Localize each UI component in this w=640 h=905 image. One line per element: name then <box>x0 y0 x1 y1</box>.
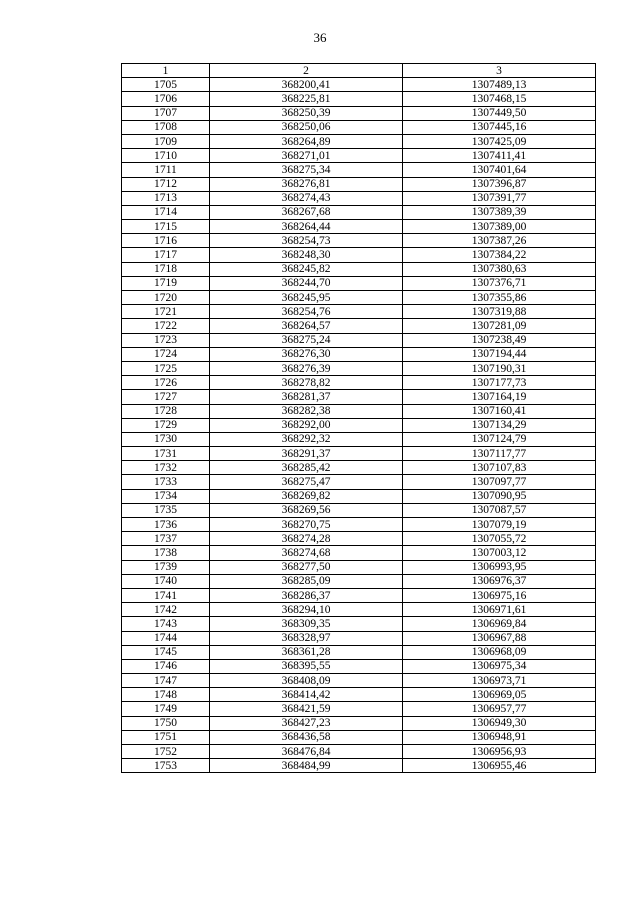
x-coordinate-cell: 368271,01 <box>210 149 403 163</box>
x-coordinate-cell: 368269,56 <box>210 503 403 517</box>
y-coordinate-cell: 1307355,86 <box>403 291 596 305</box>
y-coordinate-cell: 1307194,44 <box>403 347 596 361</box>
x-coordinate-cell: 368436,58 <box>210 730 403 744</box>
table-row <box>122 149 596 163</box>
table-row <box>122 404 596 418</box>
y-coordinate-cell: 1307164,19 <box>403 390 596 404</box>
y-coordinate-cell: 1306969,05 <box>403 688 596 702</box>
x-coordinate-cell: 368248,30 <box>210 248 403 262</box>
x-coordinate-cell: 368264,57 <box>210 319 403 333</box>
y-coordinate-cell: 1307281,09 <box>403 319 596 333</box>
point-number-cell: 1725 <box>122 361 210 375</box>
point-number-cell: 1712 <box>122 177 210 191</box>
point-number-cell: 1735 <box>122 503 210 517</box>
coordinates-table <box>121 63 596 773</box>
x-coordinate-cell: 368276,30 <box>210 347 403 361</box>
point-number-cell: 1709 <box>122 134 210 148</box>
table-row <box>122 134 596 148</box>
y-coordinate-cell: 1306957,77 <box>403 702 596 716</box>
y-coordinate-cell: 1306949,30 <box>403 716 596 730</box>
x-coordinate-cell: 368200,41 <box>210 78 403 92</box>
y-coordinate-cell: 1306971,61 <box>403 603 596 617</box>
point-number-cell: 1707 <box>122 106 210 120</box>
x-coordinate-cell: 368408,09 <box>210 674 403 688</box>
x-coordinate-cell: 368254,76 <box>210 305 403 319</box>
y-coordinate-cell: 1307376,71 <box>403 276 596 290</box>
y-coordinate-cell: 1307097,77 <box>403 475 596 489</box>
point-number-cell: 1713 <box>122 191 210 205</box>
table-row <box>122 603 596 617</box>
x-coordinate-cell: 368274,28 <box>210 532 403 546</box>
table-row <box>122 716 596 730</box>
x-coordinate-cell: 368285,09 <box>210 574 403 588</box>
x-coordinate-cell: 368269,82 <box>210 489 403 503</box>
table-row <box>122 432 596 446</box>
table-header-row <box>122 64 596 78</box>
x-coordinate-cell: 368291,37 <box>210 447 403 461</box>
table-row <box>122 447 596 461</box>
x-coordinate-cell: 368270,75 <box>210 518 403 532</box>
x-coordinate-cell: 368277,50 <box>210 560 403 574</box>
table-row <box>122 475 596 489</box>
y-coordinate-cell: 1307319,88 <box>403 305 596 319</box>
table-row <box>122 461 596 475</box>
y-coordinate-cell: 1307160,41 <box>403 404 596 418</box>
point-number-cell: 1717 <box>122 248 210 262</box>
point-number-cell: 1711 <box>122 163 210 177</box>
x-coordinate-cell: 368254,73 <box>210 234 403 248</box>
table-row <box>122 376 596 390</box>
point-number-cell: 1741 <box>122 588 210 602</box>
x-coordinate-cell: 368244,70 <box>210 276 403 290</box>
point-number-cell: 1724 <box>122 347 210 361</box>
table-row <box>122 120 596 134</box>
page-number: 36 <box>313 30 327 45</box>
point-number-cell: 1718 <box>122 262 210 276</box>
table-row <box>122 503 596 517</box>
table-row <box>122 220 596 234</box>
x-coordinate-cell: 368286,37 <box>210 588 403 602</box>
y-coordinate-cell: 1306948,91 <box>403 730 596 744</box>
point-number-cell: 1740 <box>122 574 210 588</box>
table-row <box>122 248 596 262</box>
x-coordinate-cell: 368276,81 <box>210 177 403 191</box>
x-coordinate-cell: 368292,00 <box>210 418 403 432</box>
y-coordinate-cell: 1307079,19 <box>403 518 596 532</box>
y-coordinate-cell: 1307389,39 <box>403 205 596 219</box>
point-number-cell: 1751 <box>122 730 210 744</box>
point-number-cell: 1745 <box>122 645 210 659</box>
y-coordinate-cell: 1307425,09 <box>403 134 596 148</box>
point-number-cell: 1736 <box>122 518 210 532</box>
y-coordinate-cell: 1306956,93 <box>403 745 596 759</box>
y-coordinate-cell: 1307190,31 <box>403 361 596 375</box>
point-number-cell: 1720 <box>122 291 210 305</box>
x-coordinate-cell: 368274,43 <box>210 191 403 205</box>
column-header-point-number: 1 <box>122 64 210 78</box>
point-number-cell: 1734 <box>122 489 210 503</box>
x-coordinate-cell: 368476,84 <box>210 745 403 759</box>
point-number-cell: 1710 <box>122 149 210 163</box>
y-coordinate-cell: 1307087,57 <box>403 503 596 517</box>
x-coordinate-cell: 368245,82 <box>210 262 403 276</box>
x-coordinate-cell: 368292,32 <box>210 432 403 446</box>
table-row <box>122 319 596 333</box>
x-coordinate-cell: 368395,55 <box>210 659 403 673</box>
point-number-cell: 1746 <box>122 659 210 673</box>
point-number-cell: 1744 <box>122 631 210 645</box>
table-row <box>122 205 596 219</box>
point-number-cell: 1733 <box>122 475 210 489</box>
table-row <box>122 730 596 744</box>
point-number-cell: 1714 <box>122 205 210 219</box>
y-coordinate-cell: 1307489,13 <box>403 78 596 92</box>
y-coordinate-cell: 1306993,95 <box>403 560 596 574</box>
x-coordinate-cell: 368225,81 <box>210 92 403 106</box>
point-number-cell: 1731 <box>122 447 210 461</box>
y-coordinate-cell: 1306955,46 <box>403 759 596 773</box>
table-body <box>122 78 596 773</box>
y-coordinate-cell: 1307449,50 <box>403 106 596 120</box>
point-number-cell: 1729 <box>122 418 210 432</box>
x-coordinate-cell: 368421,59 <box>210 702 403 716</box>
y-coordinate-cell: 1307238,49 <box>403 333 596 347</box>
point-number-cell: 1742 <box>122 603 210 617</box>
y-coordinate-cell: 1307384,22 <box>403 248 596 262</box>
table-row <box>122 759 596 773</box>
point-number-cell: 1726 <box>122 376 210 390</box>
y-coordinate-cell: 1307411,41 <box>403 149 596 163</box>
y-coordinate-cell: 1307124,79 <box>403 432 596 446</box>
y-coordinate-cell: 1307117,77 <box>403 447 596 461</box>
y-coordinate-cell: 1307396,87 <box>403 177 596 191</box>
y-coordinate-cell: 1306975,34 <box>403 659 596 673</box>
x-coordinate-cell: 368275,34 <box>210 163 403 177</box>
point-number-cell: 1737 <box>122 532 210 546</box>
x-coordinate-cell: 368278,82 <box>210 376 403 390</box>
table-row <box>122 177 596 191</box>
point-number-cell: 1708 <box>122 120 210 134</box>
point-number-cell: 1739 <box>122 560 210 574</box>
y-coordinate-cell: 1307090,95 <box>403 489 596 503</box>
y-coordinate-cell: 1306968,09 <box>403 645 596 659</box>
x-coordinate-cell: 368274,68 <box>210 546 403 560</box>
x-coordinate-cell: 368267,68 <box>210 205 403 219</box>
point-number-cell: 1728 <box>122 404 210 418</box>
y-coordinate-cell: 1307003,12 <box>403 546 596 560</box>
table-row <box>122 688 596 702</box>
table-row <box>122 92 596 106</box>
table-row <box>122 617 596 631</box>
x-coordinate-cell: 368484,99 <box>210 759 403 773</box>
point-number-cell: 1732 <box>122 461 210 475</box>
point-number-cell: 1722 <box>122 319 210 333</box>
x-coordinate-cell: 368414,42 <box>210 688 403 702</box>
x-coordinate-cell: 368250,39 <box>210 106 403 120</box>
y-coordinate-cell: 1307401,64 <box>403 163 596 177</box>
y-coordinate-cell: 1307177,73 <box>403 376 596 390</box>
table-row <box>122 588 596 602</box>
x-coordinate-cell: 368281,37 <box>210 390 403 404</box>
x-coordinate-cell: 368309,35 <box>210 617 403 631</box>
table-row <box>122 106 596 120</box>
table-row <box>122 532 596 546</box>
y-coordinate-cell: 1307134,29 <box>403 418 596 432</box>
table-row <box>122 418 596 432</box>
point-number-cell: 1723 <box>122 333 210 347</box>
y-coordinate-cell: 1306975,16 <box>403 588 596 602</box>
x-coordinate-cell: 368245,95 <box>210 291 403 305</box>
table-row <box>122 674 596 688</box>
point-number-cell: 1705 <box>122 78 210 92</box>
x-coordinate-cell: 368276,39 <box>210 361 403 375</box>
y-coordinate-cell: 1306976,37 <box>403 574 596 588</box>
table-row <box>122 702 596 716</box>
table-row <box>122 361 596 375</box>
point-number-cell: 1730 <box>122 432 210 446</box>
point-number-cell: 1749 <box>122 702 210 716</box>
point-number-cell: 1743 <box>122 617 210 631</box>
table-row <box>122 191 596 205</box>
table-row <box>122 78 596 92</box>
x-coordinate-cell: 368250,06 <box>210 120 403 134</box>
table-row <box>122 745 596 759</box>
x-coordinate-cell: 368294,10 <box>210 603 403 617</box>
x-coordinate-cell: 368264,89 <box>210 134 403 148</box>
table-row <box>122 163 596 177</box>
point-number-cell: 1721 <box>122 305 210 319</box>
table-row <box>122 631 596 645</box>
y-coordinate-cell: 1307391,77 <box>403 191 596 205</box>
y-coordinate-cell: 1307445,16 <box>403 120 596 134</box>
point-number-cell: 1748 <box>122 688 210 702</box>
x-coordinate-cell: 368275,47 <box>210 475 403 489</box>
column-header-y-coordinate: 3 <box>403 64 596 78</box>
point-number-cell: 1753 <box>122 759 210 773</box>
table-row <box>122 574 596 588</box>
x-coordinate-cell: 368264,44 <box>210 220 403 234</box>
y-coordinate-cell: 1307055,72 <box>403 532 596 546</box>
y-coordinate-cell: 1306969,84 <box>403 617 596 631</box>
table-row <box>122 518 596 532</box>
point-number-cell: 1747 <box>122 674 210 688</box>
table-row <box>122 489 596 503</box>
point-number-cell: 1719 <box>122 276 210 290</box>
point-number-cell: 1752 <box>122 745 210 759</box>
point-number-cell: 1706 <box>122 92 210 106</box>
x-coordinate-cell: 368285,42 <box>210 461 403 475</box>
table-row <box>122 390 596 404</box>
point-number-cell: 1716 <box>122 234 210 248</box>
x-coordinate-cell: 368275,24 <box>210 333 403 347</box>
table-row <box>122 645 596 659</box>
table-row <box>122 262 596 276</box>
y-coordinate-cell: 1307387,26 <box>403 234 596 248</box>
point-number-cell: 1738 <box>122 546 210 560</box>
y-coordinate-cell: 1307389,00 <box>403 220 596 234</box>
table-row <box>122 546 596 560</box>
table-row <box>122 234 596 248</box>
y-coordinate-cell: 1306967,88 <box>403 631 596 645</box>
table-row <box>122 347 596 361</box>
table-row <box>122 333 596 347</box>
point-number-cell: 1750 <box>122 716 210 730</box>
y-coordinate-cell: 1306973,71 <box>403 674 596 688</box>
table-row <box>122 659 596 673</box>
x-coordinate-cell: 368361,28 <box>210 645 403 659</box>
y-coordinate-cell: 1307107,83 <box>403 461 596 475</box>
table-row <box>122 305 596 319</box>
point-number-cell: 1727 <box>122 390 210 404</box>
x-coordinate-cell: 368328,97 <box>210 631 403 645</box>
column-header-x-coordinate: 2 <box>210 64 403 78</box>
x-coordinate-cell: 368282,38 <box>210 404 403 418</box>
table-row <box>122 560 596 574</box>
y-coordinate-cell: 1307468,15 <box>403 92 596 106</box>
x-coordinate-cell: 368427,23 <box>210 716 403 730</box>
table-row <box>122 291 596 305</box>
y-coordinate-cell: 1307380,63 <box>403 262 596 276</box>
point-number-cell: 1715 <box>122 220 210 234</box>
table-row <box>122 276 596 290</box>
